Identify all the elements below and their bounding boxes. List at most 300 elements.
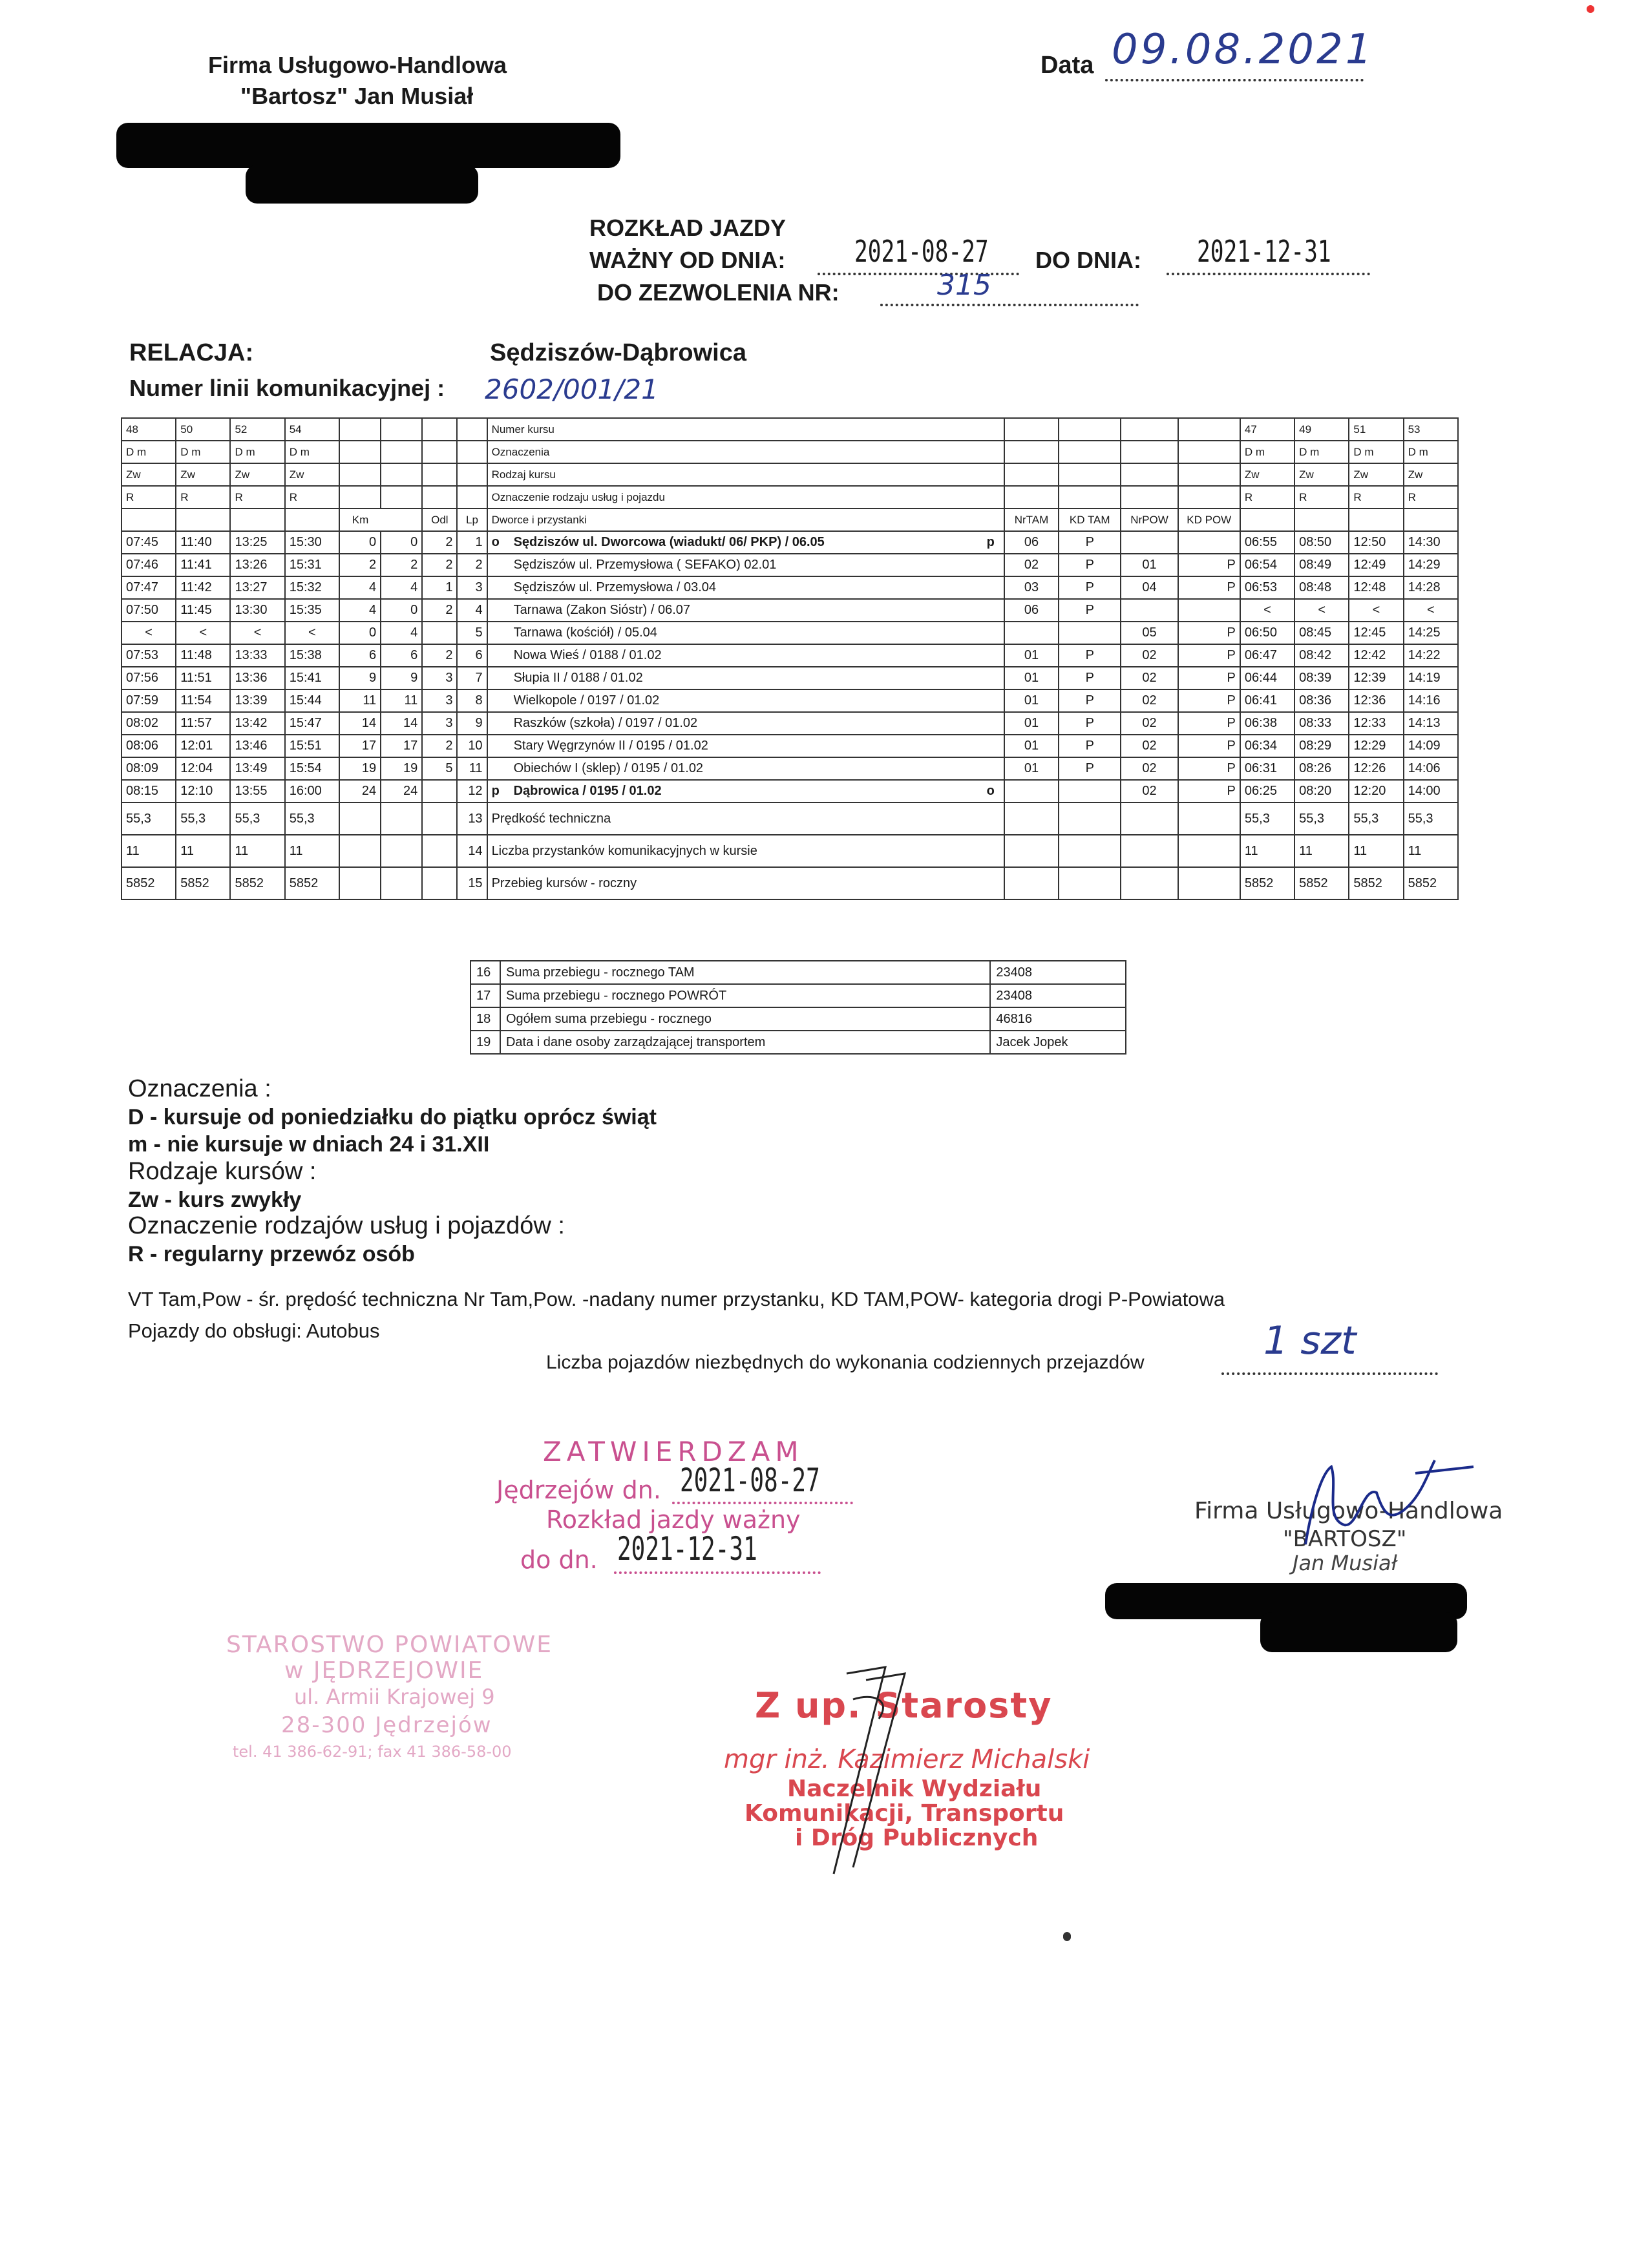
- empty-cell: [1004, 463, 1059, 486]
- departure-time: 15:31: [285, 554, 339, 576]
- departure-time: 14:16: [1404, 689, 1458, 712]
- footer-value: 5852: [230, 867, 284, 899]
- departure-time: 13:33: [230, 644, 284, 667]
- summary-value: 46816: [990, 1007, 1126, 1031]
- course-header-cell: 54: [285, 418, 339, 441]
- valid-from-date: 2021-08-27: [854, 234, 989, 269]
- empty-cell: [1178, 486, 1240, 509]
- empty-cell: [1121, 803, 1178, 835]
- date-label: Data: [1041, 52, 1094, 79]
- empty-cell: [1059, 441, 1121, 463]
- timetable-row: [121, 735, 1458, 757]
- kdpow-cell: P: [1178, 735, 1240, 757]
- departure-time: 13:42: [230, 712, 284, 735]
- departure-time: 15:41: [285, 667, 339, 689]
- kdpow-cell: P: [1178, 667, 1240, 689]
- nrpow-cell: 02: [1121, 735, 1178, 757]
- kdpow-cell: [1178, 531, 1240, 554]
- departure-time: 08:33: [1294, 712, 1349, 735]
- footer-value: 55,3: [1240, 803, 1294, 835]
- lp-cell: 11: [457, 757, 487, 780]
- nrpow-cell: 02: [1121, 757, 1178, 780]
- summary-row: [470, 1007, 1126, 1031]
- footer-value: 55,3: [1294, 803, 1349, 835]
- empty-cell: [1121, 867, 1178, 899]
- nrpow-cell: 04: [1121, 576, 1178, 599]
- departure-time: 08:48: [1294, 576, 1349, 599]
- nrtam-cell: 06: [1004, 599, 1059, 622]
- empty-cell: [1004, 835, 1059, 867]
- timetable-row: [121, 667, 1458, 689]
- departure-time: 15:51: [285, 735, 339, 757]
- empty-cell: [1349, 509, 1403, 531]
- course-header-cell: 50: [176, 418, 230, 441]
- distance-cell: 2: [381, 554, 422, 576]
- header-row-marks: [121, 441, 1458, 463]
- departure-time: 11:48: [176, 644, 230, 667]
- interval-cell: 3: [422, 667, 457, 689]
- km-cell: 11: [339, 689, 381, 712]
- footer-value: 11: [1349, 835, 1403, 867]
- km-cell: 6: [339, 644, 381, 667]
- km-cell: 17: [339, 735, 381, 757]
- empty-cell: [1121, 835, 1178, 867]
- departure-time: 12:42: [1349, 644, 1403, 667]
- km-cell: 14: [339, 712, 381, 735]
- stop-direction-mark: p: [491, 784, 500, 798]
- empty-cell: [1178, 867, 1240, 899]
- distance-cell: 6: [381, 644, 422, 667]
- course-header-cell: Zw: [1240, 463, 1294, 486]
- column-labels-row: [121, 509, 1458, 531]
- departure-time: 15:30: [285, 531, 339, 554]
- summary-value: Jacek Jopek: [990, 1031, 1126, 1054]
- nrtam-cell: [1004, 780, 1059, 803]
- course-header-cell: Zw: [285, 463, 339, 486]
- line-number-label: Numer linii komunikacyjnej :: [129, 375, 445, 401]
- course-header-cell: R: [285, 486, 339, 509]
- course-header-cell: R: [1294, 486, 1349, 509]
- empty-cell: [381, 803, 422, 835]
- departure-time: 11:42: [176, 576, 230, 599]
- vehicle-count-label: Liczba pojazdów niezbędnych do wykonania codziennych przejazdów: [546, 1352, 1145, 1373]
- office-stamp-line3: ul. Armii Krajowej 9: [294, 1685, 495, 1709]
- departure-time: 14:25: [1404, 622, 1458, 644]
- departure-time: 13:39: [230, 689, 284, 712]
- stop-name-cell: [487, 667, 1004, 689]
- empty-cell: [1059, 867, 1121, 899]
- kdtam-cell: P: [1059, 712, 1121, 735]
- timetable-row: [121, 780, 1458, 803]
- company-stamp-line2: "BARTOSZ": [1283, 1526, 1407, 1552]
- departure-time: 07:46: [121, 554, 176, 576]
- kdtam-cell: P: [1059, 757, 1121, 780]
- departure-time: 12:50: [1349, 531, 1403, 554]
- empty-cell: [422, 867, 457, 899]
- empty-cell: [1121, 441, 1178, 463]
- stop-name-cell: [487, 622, 1004, 644]
- stop-name-cell: [487, 531, 1004, 554]
- col-stops-label: Dworce i przystanki: [487, 509, 1004, 531]
- date-handwritten: 09.08.2021: [1112, 26, 1375, 74]
- kdtam-cell: P: [1059, 554, 1121, 576]
- nrtam-cell: 01: [1004, 667, 1059, 689]
- footer-value: 5852: [1294, 867, 1349, 899]
- stop-name: Obiechów I (sklep) / 0195 / 01.02: [513, 761, 704, 775]
- footer-value: 55,3: [285, 803, 339, 835]
- empty-cell: [1178, 441, 1240, 463]
- course-header-cell: 47: [1240, 418, 1294, 441]
- departure-time: 14:13: [1404, 712, 1458, 735]
- timetable-row: [121, 576, 1458, 599]
- kdpow-cell: P: [1178, 576, 1240, 599]
- course-header-cell: Zw: [1294, 463, 1349, 486]
- empty-cell: [381, 509, 422, 531]
- interval-cell: 2: [422, 599, 457, 622]
- empty-cell: [422, 486, 457, 509]
- course-header-cell: D m: [1240, 441, 1294, 463]
- course-header-cell: R: [121, 486, 176, 509]
- col-nrtam-label: NrTAM: [1004, 509, 1059, 531]
- course-header-cell: D m: [1294, 441, 1349, 463]
- empty-cell: [339, 463, 381, 486]
- empty-cell: [1294, 509, 1349, 531]
- course-header-cell: 53: [1404, 418, 1458, 441]
- nrpow-cell: [1121, 531, 1178, 554]
- departure-time: 15:38: [285, 644, 339, 667]
- kdtam-cell: [1059, 622, 1121, 644]
- footer-row: [121, 835, 1458, 867]
- footer-value: 11: [176, 835, 230, 867]
- footer-row: [121, 803, 1458, 835]
- stop-direction-mark: p: [986, 535, 995, 549]
- stop-name-cell: [487, 599, 1004, 622]
- km-cell: 19: [339, 757, 381, 780]
- legend-service-r: R - regularny przewóz osób: [128, 1242, 415, 1266]
- departure-time: 08:45: [1294, 622, 1349, 644]
- departure-time: 12:26: [1349, 757, 1403, 780]
- kdpow-cell: [1178, 599, 1240, 622]
- nrpow-cell: 02: [1121, 689, 1178, 712]
- lp-cell: 8: [457, 689, 487, 712]
- empty-cell: [1404, 509, 1458, 531]
- course-header-cell: Zw: [176, 463, 230, 486]
- office-stamp-line2: w JĘDRZEJOWIE: [284, 1657, 484, 1684]
- legend-mark-d: D - kursuje od poniedziałku do piątku oprócz świąt: [128, 1105, 657, 1129]
- departure-time: 12:36: [1349, 689, 1403, 712]
- stop-name: Stary Węgrzynów II / 0195 / 01.02: [513, 739, 708, 753]
- departure-time: 07:50: [121, 599, 176, 622]
- departure-time: 08:06: [121, 735, 176, 757]
- empty-cell: [457, 486, 487, 509]
- departure-time: 14:06: [1404, 757, 1458, 780]
- course-header-cell: R: [1404, 486, 1458, 509]
- departure-time: 11:57: [176, 712, 230, 735]
- departure-time: 12:29: [1349, 735, 1403, 757]
- kdpow-cell: P: [1178, 780, 1240, 803]
- company-signature: [1286, 1447, 1480, 1551]
- departure-time: 06:34: [1240, 735, 1294, 757]
- departure-time: 14:28: [1404, 576, 1458, 599]
- lp-cell: 13: [457, 803, 487, 835]
- departure-time: 16:00: [285, 780, 339, 803]
- nrpow-cell: 01: [1121, 554, 1178, 576]
- departure-time: 06:55: [1240, 531, 1294, 554]
- footer-value: 55,3: [1349, 803, 1403, 835]
- nrtam-cell: 01: [1004, 689, 1059, 712]
- departure-time: 06:54: [1240, 554, 1294, 576]
- interval-cell: 3: [422, 689, 457, 712]
- speck: [1063, 1932, 1071, 1941]
- header-row-service: [121, 486, 1458, 509]
- departure-time: 14:29: [1404, 554, 1458, 576]
- empty-cell: [457, 441, 487, 463]
- lp-cell: 2: [457, 554, 487, 576]
- nrtam-cell: 06: [1004, 531, 1059, 554]
- departure-time: 07:59: [121, 689, 176, 712]
- course-header-cell: Zw: [1404, 463, 1458, 486]
- summary-row: [470, 984, 1126, 1007]
- valid-to-date: 2021-12-31: [1197, 234, 1331, 269]
- kdpow-cell: P: [1178, 689, 1240, 712]
- nrpow-cell: [1121, 599, 1178, 622]
- nrpow-cell: 02: [1121, 644, 1178, 667]
- empty-cell: [1004, 803, 1059, 835]
- distance-cell: 24: [381, 780, 422, 803]
- header-row-course: [121, 418, 1458, 441]
- footer-value: 5852: [285, 867, 339, 899]
- office-stamp-line5: tel. 41 386-62-91; fax 41 386-58-00: [233, 1743, 512, 1761]
- distance-cell: 11: [381, 689, 422, 712]
- course-header-cell: R: [176, 486, 230, 509]
- distance-cell: 17: [381, 735, 422, 757]
- footer-value: 11: [285, 835, 339, 867]
- departure-time: 11:51: [176, 667, 230, 689]
- corner-mark: [1587, 5, 1594, 13]
- departure-time: 06:41: [1240, 689, 1294, 712]
- kdtam-cell: [1059, 780, 1121, 803]
- stop-direction-mark: o: [491, 535, 500, 549]
- nrpow-cell: 02: [1121, 667, 1178, 689]
- lp-cell: 9: [457, 712, 487, 735]
- col-lp-label: Lp: [457, 509, 487, 531]
- course-header-cell: D m: [121, 441, 176, 463]
- departure-time: 14:09: [1404, 735, 1458, 757]
- empty-cell: [381, 867, 422, 899]
- stop-name: Tarnawa (Zakon Sióstr) / 06.07: [513, 603, 691, 617]
- footer-value: 5852: [1240, 867, 1294, 899]
- departure-time: 06:47: [1240, 644, 1294, 667]
- course-header-cell: 51: [1349, 418, 1403, 441]
- departure-time: 06:25: [1240, 780, 1294, 803]
- empty-cell: [422, 835, 457, 867]
- stop-name-cell: [487, 780, 1004, 803]
- timetable-row: [121, 689, 1458, 712]
- departure-time: 08:50: [1294, 531, 1349, 554]
- company-stamp-line3: Jan Musiał: [1293, 1551, 1397, 1575]
- stop-name-cell: [487, 644, 1004, 667]
- departure-time: 07:56: [121, 667, 176, 689]
- interval-cell: 2: [422, 531, 457, 554]
- header-row-type: [121, 463, 1458, 486]
- empty-cell: [1004, 867, 1059, 899]
- legend-vt-note: VT Tam,Pow - śr. prędość techniczna Nr Tam,Pow. -nadany numer przystanku, KD TAM,POW- kategoria drogi P-Powiatowa: [128, 1288, 1225, 1310]
- empty-cell: [422, 418, 457, 441]
- departure-time: 06:53: [1240, 576, 1294, 599]
- empty-cell: [1121, 418, 1178, 441]
- empty-cell: [339, 441, 381, 463]
- empty-cell: [457, 463, 487, 486]
- stop-name: Sędziszów ul. Przemysłowa ( SEFAKO) 02.01: [513, 558, 777, 572]
- lp-cell: 4: [457, 599, 487, 622]
- empty-cell: [1121, 486, 1178, 509]
- header-label: Rodzaj kursu: [487, 463, 1004, 486]
- departure-time: 14:19: [1404, 667, 1458, 689]
- approval-until: do dn.: [520, 1546, 598, 1574]
- departure-time: 08:49: [1294, 554, 1349, 576]
- timetable-row: [121, 622, 1458, 644]
- course-header-cell: D m: [230, 441, 284, 463]
- stop-name: Raszków (szkoła) / 0197 / 01.02: [513, 716, 698, 730]
- departure-time: 13:46: [230, 735, 284, 757]
- office-stamp-line4: 28-300 Jędrzejów: [281, 1712, 492, 1738]
- legend-services-title: Oznaczenie rodzajów usług i pojazdów :: [128, 1212, 565, 1239]
- stop-name: Tarnawa (kościół) / 05.04: [513, 625, 657, 640]
- distance-cell: 0: [381, 599, 422, 622]
- departure-time: 08:26: [1294, 757, 1349, 780]
- course-header-cell: 49: [1294, 418, 1349, 441]
- departure-time: <: [230, 622, 284, 644]
- interval-cell: 2: [422, 735, 457, 757]
- kdpow-cell: P: [1178, 554, 1240, 576]
- departure-time: 12:39: [1349, 667, 1403, 689]
- empty-cell: [1059, 486, 1121, 509]
- col-kdtam-label: KD TAM: [1059, 509, 1121, 531]
- lp-cell: 5: [457, 622, 487, 644]
- course-header-cell: Zw: [230, 463, 284, 486]
- summary-lp: 18: [470, 1007, 500, 1031]
- distance-cell: 4: [381, 576, 422, 599]
- nrtam-cell: 02: [1004, 554, 1059, 576]
- official-stamp-line3: Naczelnik Wydziału: [787, 1776, 1042, 1802]
- departure-time: <: [176, 622, 230, 644]
- departure-time: 08:20: [1294, 780, 1349, 803]
- empty-cell: [1059, 835, 1121, 867]
- kdtam-cell: P: [1059, 599, 1121, 622]
- departure-time: 12:20: [1349, 780, 1403, 803]
- departure-time: 12:48: [1349, 576, 1403, 599]
- empty-cell: [1240, 509, 1294, 531]
- departure-time: 06:38: [1240, 712, 1294, 735]
- col-odl-label: Odl: [422, 509, 457, 531]
- redaction-address: [116, 123, 620, 168]
- nrtam-cell: [1004, 622, 1059, 644]
- departure-time: 15:32: [285, 576, 339, 599]
- summary-row: [470, 1031, 1126, 1054]
- stop-name-cell: [487, 689, 1004, 712]
- empty-cell: [339, 835, 381, 867]
- departure-time: 13:49: [230, 757, 284, 780]
- departure-time: 15:44: [285, 689, 339, 712]
- valid-from-label: WAŻNY OD DNIA:: [589, 247, 786, 273]
- nrtam-cell: 01: [1004, 735, 1059, 757]
- empty-cell: [339, 486, 381, 509]
- empty-cell: [381, 441, 422, 463]
- summary-lp: 17: [470, 984, 500, 1007]
- departure-time: 08:29: [1294, 735, 1349, 757]
- lp-cell: 14: [457, 835, 487, 867]
- official-signature: [808, 1661, 924, 1880]
- official-stamp-line2: mgr inż. Kazimierz Michalski: [724, 1745, 1090, 1774]
- course-header-cell: D m: [1349, 441, 1403, 463]
- departure-time: 13:26: [230, 554, 284, 576]
- relation-value: Sędziszów-Dąbrowica: [490, 339, 746, 366]
- stop-name: Sędziszów ul. Przemysłowa / 03.04: [513, 580, 717, 594]
- approval-valid-text: Rozkład jazdy ważny: [546, 1506, 801, 1534]
- summary-value: 23408: [990, 961, 1126, 984]
- permit-number: 315: [937, 269, 991, 302]
- departure-time: <: [1349, 599, 1403, 622]
- summary-table: [470, 960, 1126, 1055]
- empty-cell: [1059, 463, 1121, 486]
- departure-time: 06:31: [1240, 757, 1294, 780]
- legend-mark-m: m - nie kursuje w dniach 24 i 31.XII: [128, 1132, 490, 1157]
- nrpow-cell: 02: [1121, 712, 1178, 735]
- departure-time: 08:36: [1294, 689, 1349, 712]
- km-cell: 0: [339, 622, 381, 644]
- distance-cell: 14: [381, 712, 422, 735]
- stop-name: Sędziszów ul. Dworcowa (wiadukt/ 06/ PKP) / 06.05: [513, 535, 825, 549]
- departure-time: 11:45: [176, 599, 230, 622]
- vehicle-count-value: 1 szt: [1263, 1318, 1357, 1363]
- lp-cell: 15: [457, 867, 487, 899]
- company-stamp-line1: Firma Usługowo-Handlowa: [1194, 1498, 1503, 1524]
- distance-cell: 9: [381, 667, 422, 689]
- course-header-cell: R: [230, 486, 284, 509]
- timetable-row: [121, 644, 1458, 667]
- schedule-title: ROZKŁAD JAZDY: [589, 215, 786, 241]
- departure-time: <: [1294, 599, 1349, 622]
- footer-label: Przebieg kursów - roczny: [487, 867, 1004, 899]
- stop-name-cell: [487, 757, 1004, 780]
- relation-label: RELACJA:: [129, 339, 254, 366]
- redaction-address-2: [246, 165, 478, 204]
- departure-time: 12:49: [1349, 554, 1403, 576]
- empty-cell: [381, 418, 422, 441]
- course-header-cell: R: [1240, 486, 1294, 509]
- permit-dots: [880, 282, 1139, 306]
- header-label: Numer kursu: [487, 418, 1004, 441]
- kdtam-cell: P: [1059, 689, 1121, 712]
- empty-cell: [1178, 463, 1240, 486]
- interval-cell: 2: [422, 644, 457, 667]
- departure-time: 11:40: [176, 531, 230, 554]
- departure-time: 13:30: [230, 599, 284, 622]
- interval-cell: 5: [422, 757, 457, 780]
- empty-cell: [1178, 803, 1240, 835]
- empty-cell: [422, 463, 457, 486]
- departure-time: 08:09: [121, 757, 176, 780]
- redaction-company-stamp-2: [1260, 1612, 1457, 1652]
- km-cell: 2: [339, 554, 381, 576]
- summary-label: Suma przebiegu - rocznego POWRÓT: [500, 984, 990, 1007]
- stop-name-cell: [487, 554, 1004, 576]
- interval-cell: [422, 780, 457, 803]
- departure-time: 13:36: [230, 667, 284, 689]
- departure-time: 12:01: [176, 735, 230, 757]
- stop-name: Nowa Wieś / 0188 / 01.02: [513, 648, 662, 662]
- empty-cell: [1121, 463, 1178, 486]
